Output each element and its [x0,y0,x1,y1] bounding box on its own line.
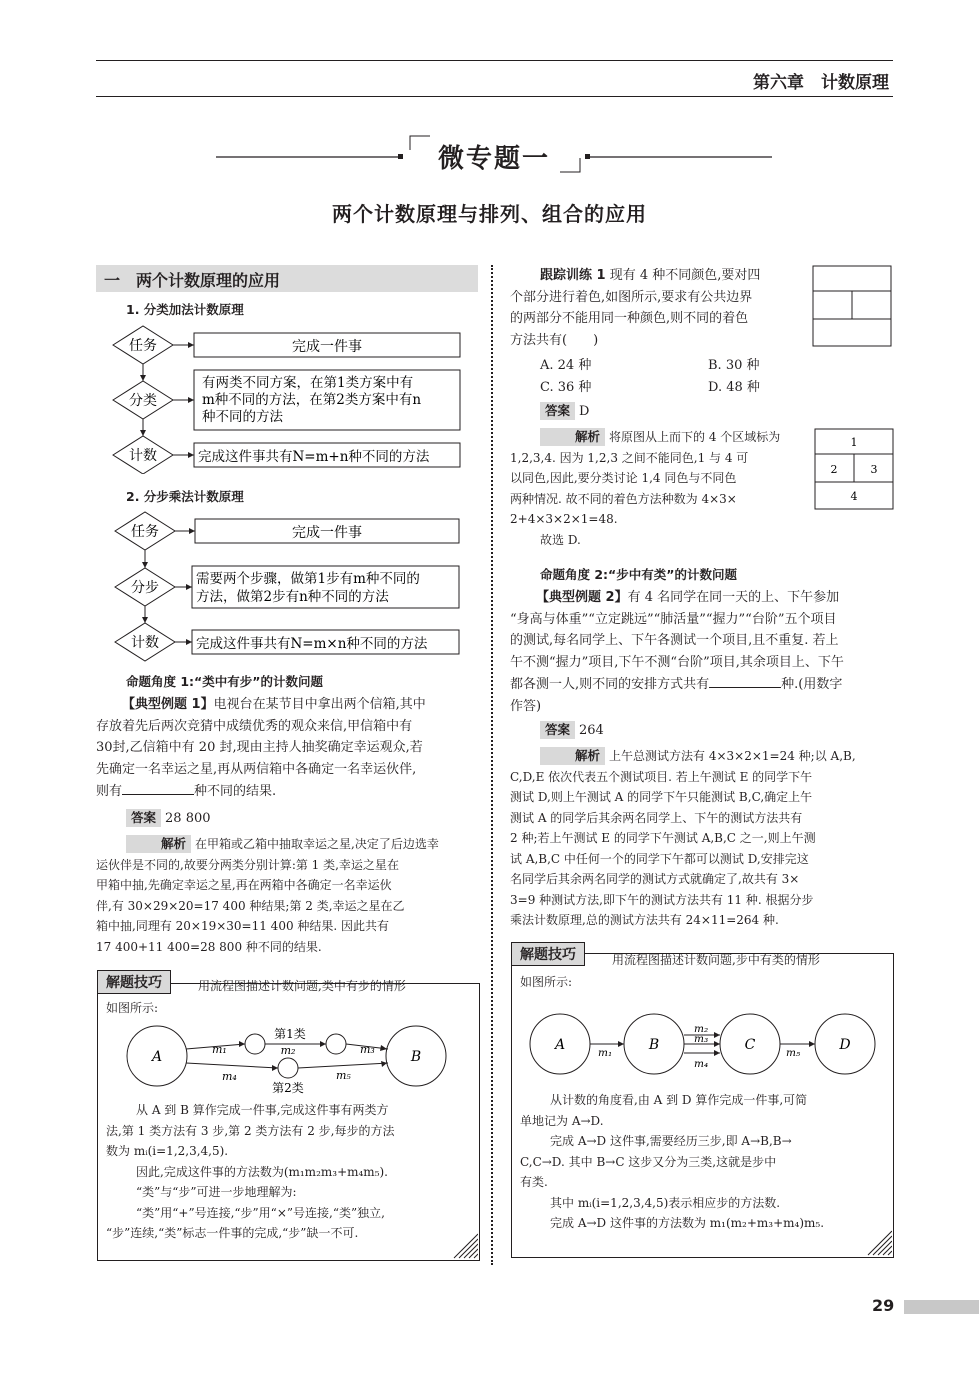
fc1-count-node: 计数 [129,448,157,464]
example-1: 【典型例题 1】电视台在某节目中拿出两个信箱,其中 存放着先后两次竞猜中成绩优秀的观众来信,甲信箱中有 30封,乙信箱中有 20 封,现由主持人抽奖确定幸运观众,若 先确定一名幸运之星,再从两信箱中各确定一名幸运伙伴, 则有 种不同的结果. [96,697,426,799]
svg-text:有两类不同方案，在第1类方案中有: 有两类不同方案，在第1类方案中有 [202,375,414,391]
angle-2-title: 命题角度 2:“步中有类”的计数问题 [540,567,737,582]
tracking-exercise-1: 跟踪训练 1 现有 4 种不同颜色,要对四 个部分进行着色,如图所示,要求有公共边界 的两部分不能用同一种颜色,则不同的着色 方法共有( ) [510,268,761,348]
diagram-step-class [528,1012,878,1078]
svg-text:m₅: m₅ [336,1069,351,1082]
svg-text:3: 3 [870,463,878,476]
svg-text:B: B [648,1037,660,1053]
fc2-task-node: 任务 [131,524,159,540]
tip-1-intro: 用流程图描述计数问题,类中有步的情形 [198,979,406,993]
fc2-step-node: 分步 [131,580,159,596]
svg-text:m₃: m₃ [694,1033,709,1045]
answer-2: 答案 D [540,401,589,423]
header-bottom-rule [96,96,893,97]
svg-text:m种不同的方法，在第2类方案中有n: m种不同的方法，在第2类方案中有n [202,392,422,408]
analysis-1: 解析 在甲箱或乙箱中抽取幸运之星,决定了后边选幸 运伙伴是不同的,故要分两类分别计算:第 1 类,幸运之星在 甲箱中抽,先确定幸运之星,再在两箱中各确定一名幸运伙 伴,有 30×29×20=17 400 种结果;第 2 类,幸运之星在乙 箱中抽,同理有 20×19×30=11 400 种结果. 因此共有 17 400+11 400=28 800 种不同的结果. [96,836,439,954]
principle-2-title: 2. 分步乘法计数原理 [126,489,244,504]
tip-2-body: 从计数的角度看,由 A 到 D 算作完成一件事,可简 单地记为 A→D. 完成 A→D 这件事,需要经历三步,即 A→B,B→ C,C→D. 其中 B→C 这步又分为三类,这就是步中 有类. 其中 mᵢ(i=1,2,3,4,5)表示相应步的方法数. 完成 A→D 这件事的方法数为 m₁(m₂+m₃+m₄)m₅. [520,1093,825,1230]
tip-2-intro-2: 如图所示: [520,975,573,989]
chapter-title: 第六章 计数原理 [753,73,889,93]
example-2: 【典型例题 2】有 4 名同学在同一天的上、下午参加 “身高与体重”“立定跳远”“肺活量”“握力”“台阶”五个项目 的测试,每名同学上、下午各测试一个项目,且不重复. 若上 午不测“握力”项目,下午不测“台阶”项目,其余项目上、下午 都各测一人,则不同的安排方式共有 种.(用数字 作答) [510,590,844,714]
topic-subtitle: 两个计数原理与排列、组合的应用 [332,202,647,226]
svg-text:m₁: m₁ [598,1047,613,1059]
svg-text:A: A [554,1037,566,1053]
tip-2-intro: 用流程图描述计数问题,步中有类的情形 [612,953,820,967]
fc1-classify-node: 分类 [129,393,157,409]
fc2-count-node: 计数 [131,635,159,651]
svg-text:完成一件事: 完成一件事 [292,525,362,541]
option-a[interactable]: A. 24 种 [540,358,592,373]
svg-text:m₄: m₄ [694,1058,709,1070]
section-heading: 一 两个计数原理的应用 [96,265,478,292]
svg-text:4: 4 [850,490,858,503]
svg-text:完成这件事共有N=m×n种不同的方法: 完成这件事共有N=m×n种不同的方法 [196,636,428,652]
svg-text:A: A [151,1049,163,1065]
svg-text:种不同的方法: 种不同的方法 [202,409,283,425]
option-c[interactable]: C. 36 种 [540,379,592,395]
svg-text:完成一件事: 完成一件事 [292,339,362,355]
options [540,355,840,398]
angle-1-title: 命题角度 1:“类中有步”的计数问题 [126,674,323,689]
labeled-coloring-figure [814,428,894,510]
svg-text:第1类: 第1类 [274,1027,306,1041]
svg-text:m₃: m₃ [360,1043,375,1056]
svg-text:C: C [744,1037,756,1053]
flowchart-multiplication [96,505,486,665]
answer-3: 答案 264 [540,720,604,742]
tip-label-2: 解题技巧 [511,942,585,966]
tip-1-body: 从 A 到 B 算作完成一件事,完成这件事有两类方 法,第 1 类方法有 3 步,第 2 类方法有 2 步,每步的方法 数为 mᵢ(i=1,2,3,4,5). 因此,完成这件事的方法数为(m₁m₂m₃+m₄m₅). “类”与“步”可进一步地理解为: “类”用“+”号连接,“步”用“×”号连接,“类”独立, “步”连续,“类”标志一件事的完成,“步”缺一不可. [106,1103,395,1240]
coloring-figure [812,265,892,347]
answer-1: 答案 28 800 [126,808,211,830]
svg-text:2: 2 [830,463,838,476]
svg-text:m₁: m₁ [212,1043,227,1056]
title-frame [410,136,580,176]
svg-text:D: D [839,1037,851,1053]
option-d[interactable]: D. 48 种 [708,379,760,395]
analysis-2: 解析 将原图从上而下的 4 个区域标为 1,2,3,4. 因为 1,2,3 之间不能同色,1 与 4 可 以同色,因此,要分类讨论 1,4 同色与不同色 两种情况. 故不同的着色方法种数为 4×3× 2+4×3×2×1=48. 故选 D. [510,429,781,547]
topic-title: 微专题一 [438,144,551,174]
svg-text:m₄: m₄ [222,1070,237,1083]
svg-text:m₂: m₂ [694,1023,709,1035]
tip-label-1: 解题技巧 [97,970,171,994]
svg-text:方法，做第2步有n种不同的方法: 方法，做第2步有n种不同的方法 [196,589,389,605]
page-number: 29 [872,1296,895,1315]
tip-1-intro-2: 如图所示: [106,1001,159,1015]
principle-1-title: 1. 分类加法计数原理 [126,302,244,317]
corner-hatch-2 [866,1229,892,1256]
option-b[interactable]: B. 30 种 [708,358,760,373]
svg-text:m₂: m₂ [280,1044,296,1057]
column-divider [491,265,493,1265]
flowchart-addition [96,318,486,474]
diagram-class-step [120,1024,450,1096]
svg-text:1: 1 [850,436,858,449]
analysis-3: 解析 上午总测试方法有 4×3×2×1=24 种;以 A,B, C,D,E 依次代表五个测试项目. 若上午测试 E 的同学下午 测试 D,则上午测试 A 的同学下午只能测试 B,C,确定上午 测试 A 的同学后其余两名同学上、下午的测试方法共有 2 种;若上午测试 E 的同学下午测试 A,B,C 之一,则上午测 试 A,B,C 中任何一个的同学下午都可以测试 D,安排完这 名同学后其余两名同学的测试方式就确定了,故共有 3× 3=9 种测试方法,即下午的测试方法共有 11 种. 根据分步 乘法计数原理,总的测试方法共有 24×11=264 种. [510,748,856,927]
svg-text:m₅: m₅ [786,1047,801,1059]
page-number-bar [904,1300,979,1314]
svg-text:完成这件事共有N=m+n种不同的方法: 完成这件事共有N=m+n种不同的方法 [198,449,430,465]
svg-text:需要两个步骤，做第1步有m种不同的: 需要两个步骤，做第1步有m种不同的 [196,571,420,587]
corner-hatch-1 [452,1232,478,1259]
svg-text:第2类: 第2类 [272,1081,304,1095]
fc1-task-node: 任务 [129,338,157,354]
header-top-rule [96,60,893,61]
svg-text:B: B [410,1049,422,1065]
